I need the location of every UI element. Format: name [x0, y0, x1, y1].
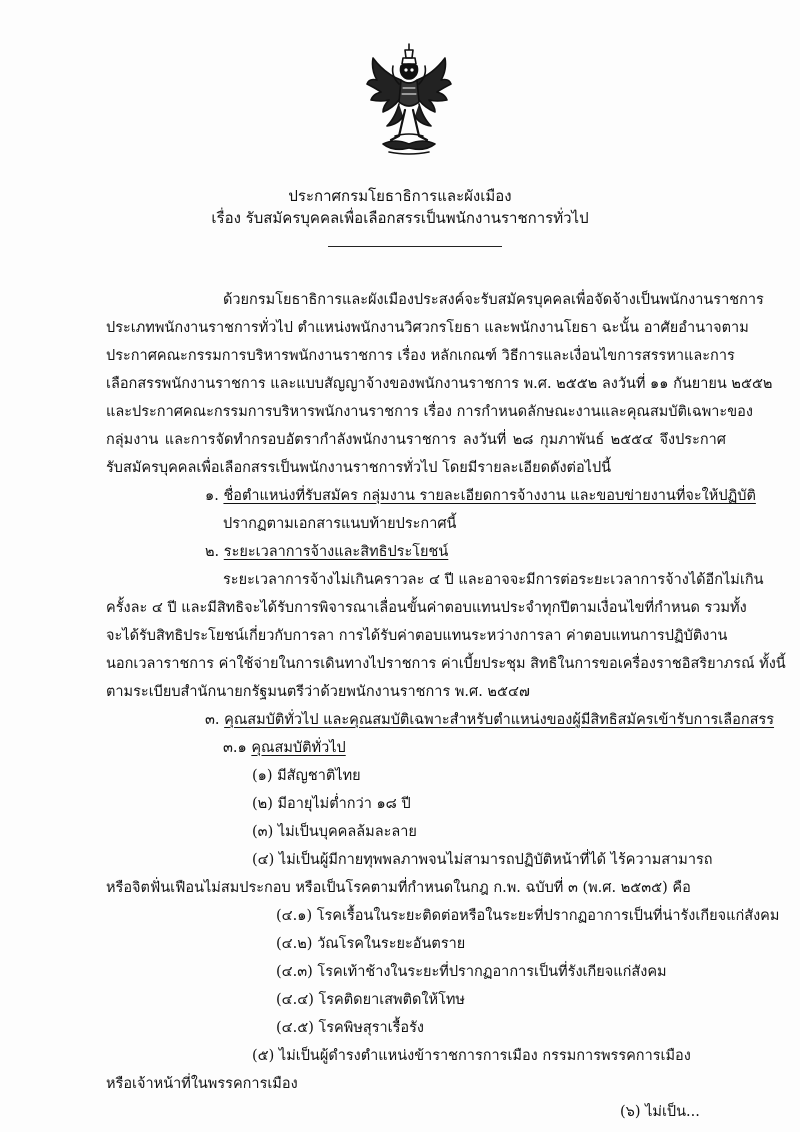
qualification-item: (๓) ไม่เป็นบุคคลล้มละลาย: [252, 824, 417, 840]
disease-item: (๔.๔) โรคติดยาเสพติดให้โทษ: [276, 992, 465, 1008]
section-number: ๑.: [205, 488, 219, 504]
section-3-heading: [205, 710, 774, 730]
qualification-item-cont: หรือเจ้าหน้าที่ในพรรคการเมือง: [106, 1076, 298, 1092]
intro-line: ด้วยกรมโยธาธิการและผังเมืองประสงค์จะรับสมัครบุคคลเพื่อจัดจ้างเป็นพนักงานราชการ: [223, 292, 764, 308]
title-divider: [328, 246, 502, 247]
intro-line: กลุ่มงาน และการจัดทำกรอบอัตรากำลังพนักงานราชการ ลงวันที่ ๒๘ กุมภาพันธ์ ๒๕๕๔ จึงประกาศ: [106, 432, 726, 448]
intro-line: เลือกสรรพนักงานราชการ และแบบสัญญาจ้างของพนักงานราชการ พ.ศ. ๒๕๕๒ ลงวันที่ ๑๑ กันยายน ๒๕๕๒: [106, 376, 773, 392]
intro-line: ประกาศคณะกรรมการบริหารพนักงานราชการ เรื่อง หลักเกณฑ์ วิธีการและเงื่อนไขการสรรหาและการ: [106, 348, 735, 364]
qualification-item: (๕) ไม่เป็นผู้ดำรงตำแหน่งข้าราชการการเมือง กรรมการพรรคการเมือง: [252, 1048, 691, 1064]
intro-line: และประกาศคณะกรรมการบริหารพนักงานราชการ เรื่อง การกำหนดลักษณะงานและคุณสมบัติเฉพาะของ: [106, 404, 753, 420]
qualification-item-cont: หรือจิตฟั่นเฟือนไม่สมประกอบ หรือเป็นโรคตามที่กำหนดในกฎ ก.พ. ฉบับที่ ๓ (พ.ศ. ๒๕๓๕) คือ: [106, 880, 691, 896]
section-2-heading: [205, 542, 448, 562]
intro-line: รับสมัครบุคคลเพื่อเลือกสรรเป็นพนักงานราชการทั่วไป โดยมีรายละเอียดดังต่อไปนี้: [106, 460, 612, 476]
section-heading-text: ชื่อตำแหน่งที่รับสมัคร กลุ่มงาน รายละเอียดการจ้างงาน และขอบข่ายงานที่จะให้ปฏิบัติ: [223, 488, 756, 504]
garuda-emblem: [365, 40, 453, 158]
intro-line: ประเภทพนักงานราชการทั่วไป ตำแหน่งพนักงานวิศวกรโยธา และพนักงานโยธา ฉะนั้น อาศัยอำนาจตาม: [106, 320, 749, 336]
page-continuation: (๖) ไม่เป็น...: [620, 1104, 700, 1120]
section-number: ๓.: [205, 712, 220, 728]
section-2-line: จะได้รับสิทธิประโยชน์เกี่ยวกับการลา การได้รับค่าตอบแทนระหว่างการลา ค่าตอบแทนการปฏิบัติงาน: [106, 628, 728, 644]
disease-item: (๔.๕) โรคพิษสุราเรื้อรัง: [276, 1020, 424, 1036]
subsection-heading-text: คุณสมบัติทั่วไป: [251, 740, 346, 756]
section-2-line: ระยะเวลาการจ้างไม่เกินคราวละ ๔ ปี และอาจจะมีการต่อระยะเวลาการจ้างได้อีกไม่เกิน: [223, 572, 764, 588]
section-1-body: ปรากฏตามเอกสารแนบท้ายประกาศนี้: [223, 516, 457, 532]
subsection-number: ๓.๑: [223, 740, 247, 756]
section-heading-text: ระยะเวลาการจ้างและสิทธิประโยชน์: [223, 544, 449, 560]
section-2-line: ครั้งละ ๔ ปี และมีสิทธิจะได้รับการพิจารณาเลื่อนขั้นค่าตอบแทนประจำทุกปีตามเงื่อนไขที่กำหนด รวมทั้ง: [106, 600, 747, 616]
disease-item: (๔.๒) วัณโรคในระยะอันตราย: [276, 936, 466, 952]
section-heading-text: คุณสมบัติทั่วไป และคุณสมบัติเฉพาะสำหรับตำแหน่งของผู้มีสิทธิสมัครเข้ารับการเลือกสรร: [224, 712, 775, 728]
disease-item: (๔.๓) โรคเท้าช้างในระยะที่ปรากฏอาการเป็นที่รังเกียจแก่สังคม: [276, 964, 667, 980]
announcement-title: ประกาศกรมโยธาธิการและผังเมือง: [288, 187, 512, 205]
disease-item: (๔.๑) โรคเรื้อนในระยะติดต่อหรือในระยะที่ปรากฏอาการเป็นที่น่ารังเกียจแก่สังคม: [276, 908, 780, 924]
qualification-item: (๒) มีอายุไม่ต่ำกว่า ๑๘ ปี: [252, 796, 411, 812]
subsection-3-1-heading: [223, 738, 346, 758]
section-1-heading: [205, 486, 756, 506]
qualification-item: (๑) มีสัญชาติไทย: [252, 768, 361, 784]
section-2-line: นอกเวลาราชการ ค่าใช้จ่ายในการเดินทางไปราชการ ค่าเบี้ยประชุม สิทธิในการขอเครื่องราชอิสริยาภรณ์ ทั้งนี้: [106, 656, 786, 672]
qualification-item: (๔) ไม่เป็นผู้มีกายทุพพลภาพจนไม่สามารถปฏิบัติหน้าที่ได้ ไร้ความสามารถ: [252, 852, 713, 868]
announcement-subject: เรื่อง รับสมัครบุคคลเพื่อเลือกสรรเป็นพนักงานราชการทั่วไป: [211, 209, 589, 227]
section-number: ๒.: [205, 544, 220, 560]
section-2-line: ตามระเบียบสำนักนายกรัฐมนตรีว่าด้วยพนักงานราชการ พ.ศ. ๒๕๔๗: [106, 684, 530, 700]
